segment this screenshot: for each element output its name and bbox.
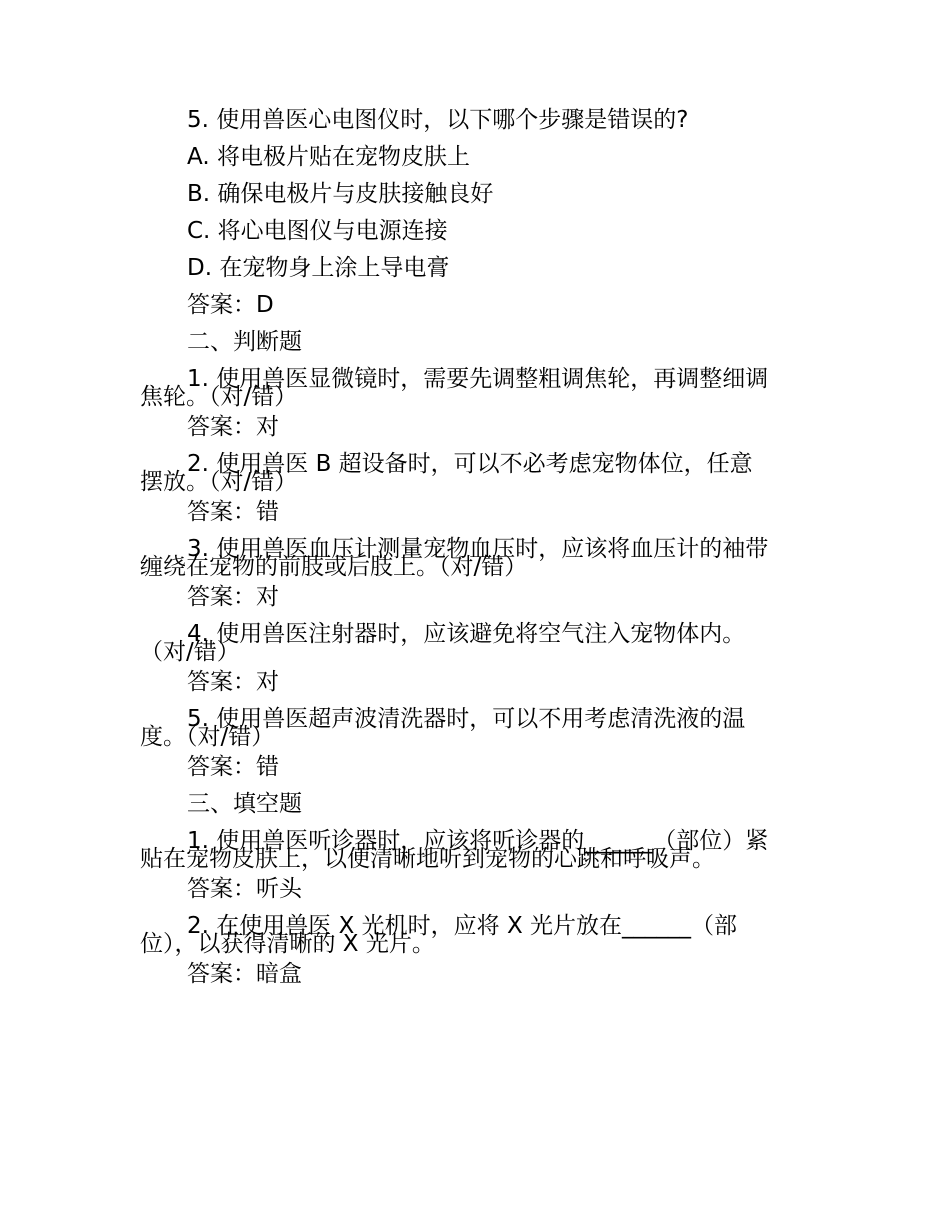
section-heading-judge: 二、判断题 — [187, 329, 302, 355]
fill-item-text-line1: 1. 使用兽医听诊器时，应该将听诊器的______（部位）紧 — [187, 828, 769, 854]
judge-item-1 — [140, 361, 820, 409]
option-c: C. 将心电图仪与电源连接 — [187, 218, 448, 244]
document-content — [140, 102, 820, 993]
judge-item-text-line1: 2. 使用兽医 B 超设备时，可以不必考虑宠物体位，任意 — [187, 451, 753, 477]
question-text: 5. 使用兽医心电图仪时，以下哪个步骤是错误的? — [187, 107, 689, 133]
judge-item-text-line1: 1. 使用兽医显微镜时，需要先调整粗调焦轮，再调整细调 — [187, 366, 769, 392]
judge-item-4 — [140, 616, 820, 664]
answer-text: 答案：对 — [187, 414, 279, 440]
answer-text: 答案：D — [187, 292, 274, 318]
judge-item-3 — [140, 531, 820, 579]
fill-item-text-line2: 位），以获得清晰的 X 光片。 — [140, 931, 435, 957]
option-a: A. 将电极片贴在宠物皮肤上 — [187, 144, 470, 170]
answer-text: 答案：听头 — [187, 876, 302, 902]
fill-item-2 — [140, 908, 820, 956]
judge-item-text-line2: 度。（对/错） — [140, 724, 275, 750]
judge-item-text-line2: 焦轮。（对/错） — [140, 384, 298, 410]
answer-text: 答案：暗盒 — [187, 961, 302, 987]
judge-item-text-line2: 摆放。（对/错） — [140, 469, 298, 495]
answer-text: 答案：错 — [187, 499, 279, 525]
option-d: D. 在宠物身上涂上导电膏 — [187, 255, 450, 281]
answer-text: 答案：对 — [187, 584, 279, 610]
fill-item-1 — [140, 823, 820, 871]
judge-item-text-line2: （对/错） — [140, 639, 240, 665]
judge-item-text-line1: 4. 使用兽医注射器时，应该避免将空气注入宠物体内。 — [187, 621, 746, 647]
fill-item-text-line2: 贴在宠物皮肤上，以便清晰地听到宠物的心跳和呼吸声。 — [140, 846, 715, 872]
judge-item-5 — [140, 701, 820, 749]
judge-item-text-line1: 5. 使用兽医超声波清洗器时，可以不用考虑清洗液的温 — [187, 706, 746, 732]
section-heading-fill: 三、填空题 — [187, 791, 302, 817]
answer-text: 答案：对 — [187, 669, 279, 695]
judge-item-text-line1: 3. 使用兽医血压计测量宠物血压时，应该将血压计的袖带 — [187, 536, 769, 562]
option-b: B. 确保电极片与皮肤接触良好 — [187, 181, 494, 207]
judge-item-2 — [140, 446, 820, 494]
answer-text: 答案：错 — [187, 754, 279, 780]
judge-item-text-line2: 缠绕在宠物的前肢或后肢上。（对/错） — [140, 554, 528, 580]
fill-item-text-line1: 2. 在使用兽医 X 光机时，应将 X 光片放在______（部 — [187, 913, 738, 939]
